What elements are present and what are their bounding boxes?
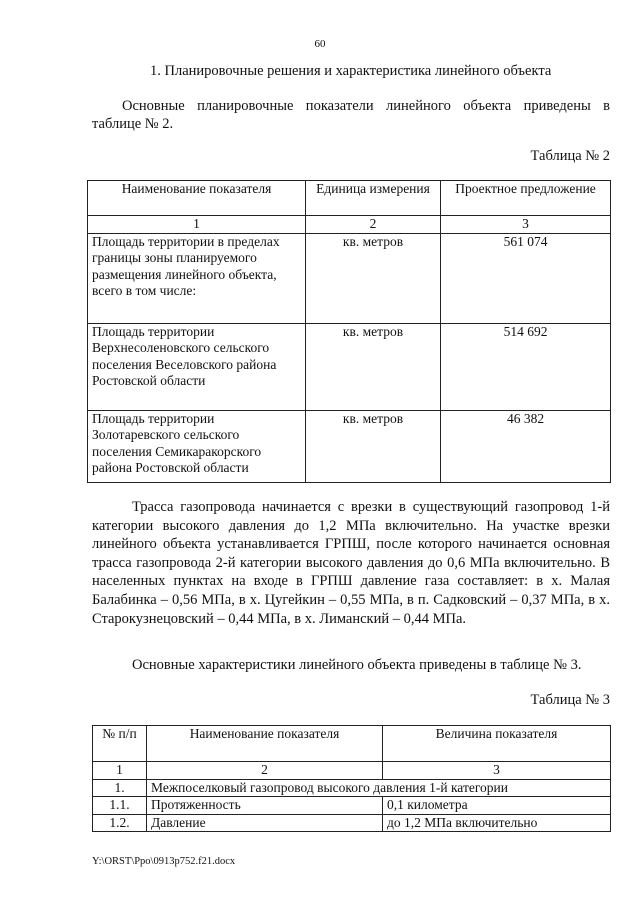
row-value: до 1,2 МПа включительно bbox=[383, 814, 611, 832]
row-number: 1.1. bbox=[93, 797, 147, 815]
table-row bbox=[88, 410, 611, 482]
table3-intro: Основные характеристики линейного объекта приведены в таблице № 3. bbox=[132, 657, 582, 673]
row-value: 514 692 bbox=[441, 323, 611, 410]
table2-label: Таблица № 2 bbox=[530, 148, 610, 164]
header-name: Наименование показателя bbox=[88, 181, 306, 216]
gas-pipeline-paragraph: Трасса газопровода начинается с врезки в существующий газопровод 1-й категории высокого давления до 1,2 МПа включительно. На участке врезки линейного объекта устанавливается ГРПШ, после которого начинается основная трасса газопровода 2-й категории высокого давления до 0,6 МПа включительно. В населенных пунктах на входе в ГРПШ давление газа составляет: в х. Малая Балабинка – 0,56 МПа, в х. Цугейкин – 0,55 МПа, в п. Садковский – 0,37 МПа, в х. Старокузнецовский – 0,44 МПа, в х. Лиманский – 0,44 МПа. bbox=[92, 499, 610, 627]
table3-label: Таблица № 3 bbox=[530, 692, 610, 708]
col-number: 1 bbox=[88, 216, 306, 234]
table-characteristics bbox=[92, 725, 611, 832]
table-row bbox=[88, 323, 611, 410]
row-name: Протяженность bbox=[147, 797, 383, 815]
section-row bbox=[93, 779, 611, 797]
row-unit: кв. метров bbox=[306, 233, 441, 323]
row-value: 46 382 bbox=[441, 410, 611, 482]
col-number: 1 bbox=[93, 762, 147, 780]
header-value: Величина показателя bbox=[383, 726, 611, 762]
row-value: 561 074 bbox=[441, 233, 611, 323]
col-number: 2 bbox=[306, 216, 441, 234]
header-proposal: Проектное предложение bbox=[441, 181, 611, 216]
numbering-row bbox=[93, 762, 611, 780]
table-header-row bbox=[93, 726, 611, 762]
col-number: 2 bbox=[147, 762, 383, 780]
header-name: Наименование показателя bbox=[147, 726, 383, 762]
section-number: 1. bbox=[93, 779, 147, 797]
header-unit: Единица измерения bbox=[306, 181, 441, 216]
table-header-row bbox=[88, 181, 611, 216]
row-value: 0,1 километра bbox=[383, 797, 611, 815]
header-number: № п/п bbox=[93, 726, 147, 762]
row-unit: кв. метров bbox=[306, 323, 441, 410]
numbering-row bbox=[88, 216, 611, 234]
section-heading: 1. Планировочные решения и характеристика линейного объекта bbox=[150, 63, 552, 79]
file-path-footer: Y:\ORST\Ppo\0913p752.f21.docx bbox=[92, 856, 236, 867]
col-number: 3 bbox=[383, 762, 611, 780]
row-number: 1.2. bbox=[93, 814, 147, 832]
row-name: Площадь территории в пределах границы зоны планируемого размещения линейного объекта, всего в том числе: bbox=[88, 233, 306, 323]
table-row bbox=[93, 797, 611, 815]
row-name: Давление bbox=[147, 814, 383, 832]
row-unit: кв. метров bbox=[306, 410, 441, 482]
section-title: Межпоселковый газопровод высокого давления 1-й категории bbox=[147, 779, 611, 797]
col-number: 3 bbox=[441, 216, 611, 234]
table-planning-indicators bbox=[87, 180, 611, 483]
intro-paragraph: Основные планировочные показатели линейного объекта приведены в таблице № 2. bbox=[92, 98, 610, 132]
row-name: Площадь территории Верхнесоленовского сельского поселения Веселовского района Ростовской области bbox=[88, 323, 306, 410]
row-name: Площадь территории Золотаревского сельского поселения Семикаракорского района Ростовской области bbox=[88, 410, 306, 482]
table-row bbox=[88, 233, 611, 323]
page-number: 60 bbox=[314, 38, 326, 50]
table-row bbox=[93, 814, 611, 832]
